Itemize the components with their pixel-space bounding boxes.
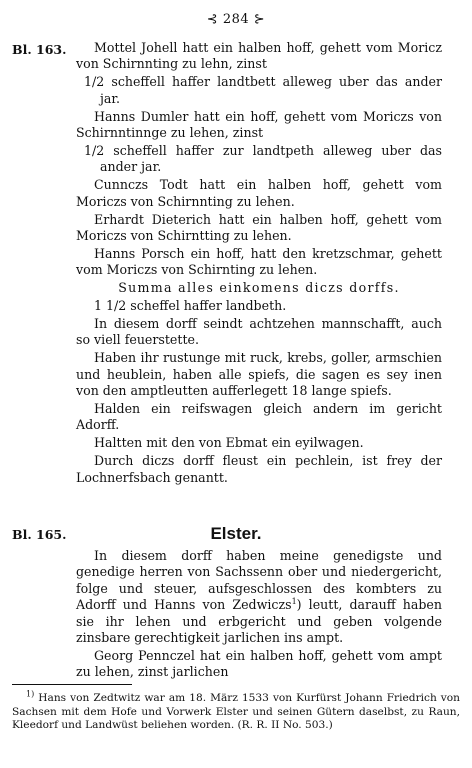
paragraph: Hanns Porsch ein hoff, hatt den kretzschmar, gehett vom Moriczs von Schirnting zu lehen. (76, 245, 442, 278)
paragraph: Haben ihr rustunge mit ruck, krebs, goller, armschien und heublein, haben alle spiefs, die sagen es sey inen von den amptleutten aufferlegett 18 lange spiefs. (76, 350, 442, 399)
page-number-line (0, 12, 472, 27)
paragraph: 1/2 scheffell haffer zur landtpeth alleweg uber das ander jar. (84, 142, 442, 175)
summary-line: Summa alles einkomens diczs dorffs. (118, 280, 400, 296)
footnote-text (12, 689, 460, 733)
ornament-right: ⊱ (253, 12, 266, 27)
footnote-divider (12, 684, 132, 685)
paragraph: Haltten mit den von Ebmat ein eyilwagen. (94, 435, 364, 451)
paragraph: Erhardt Dieterich hatt ein halben hoff, gehett vom Moriczs von Schirntting zu lehen. (76, 211, 442, 243)
margin-label-bl163: Bl. 163. (12, 42, 67, 57)
paragraph: Durch diczs dorff fleust ein pechlein, ist frey der Lochnerfsbach genantt. (76, 453, 442, 485)
section-bl163 (76, 40, 442, 488)
paragraph: Georg Pennczel hat ein halben hoff, gehett vom ampt zu lehen, zinst jarlichen (76, 647, 442, 680)
paragraph-text: ) leutt, darauff haben sie ihr lehen und erbgericht und geben volgende zinsbare gerechtigkeit jarlichen ins ampt. (76, 597, 442, 646)
footnote (12, 689, 460, 733)
paragraph: Hanns Dumler hatt ein hoff, gehett vom Moriczs von Schirnntinnge zu lehen, zinst (76, 108, 442, 141)
footnote-marker: 1) (26, 689, 35, 699)
paragraph: Cunnczs Todt hatt ein halben hoff, gehett vom Moriczs von Schirnnting zu lehen. (76, 177, 442, 209)
section-bl165 (76, 548, 442, 682)
paragraph: 1/2 scheffell haffer landtbett alleweg uber das ander jar. (84, 74, 442, 106)
footnote-body: Hans von Zedtwitz war am 18. März 1533 von Kurfürst Johann Friedrich von Sachsen mit dem Hofe und Vorwerk Elster und seinen Gütern daselbst, zu Raun, Kleedorf und Landwüst beliehen worden. (R. R. II No. 503.) (12, 692, 460, 731)
paragraph: Mottel Johell hatt ein halben hoff, gehett vom Moricz von Schirnnting zu lehn, zinst (76, 40, 442, 72)
summary-amount: 1 1/2 scheffel haffer landbeth. (94, 298, 287, 314)
paragraph: In diesem dorff seindt achtzehen mannschafft, auch so viell feuerstette. (76, 316, 442, 348)
paragraph-text: In diesem dorff haben meine genedigste und genedige herren von Sachssenn ober und niedergericht, folge und steuer, aufsgeschlossen des kombters zu Adorff und Hanns von Zedwiczs (76, 548, 442, 613)
margin-label-bl165: Bl. 165. (12, 527, 67, 542)
paragraph (76, 548, 442, 646)
section-heading: Elster. (210, 524, 262, 543)
ornament-left: ⊰ (206, 12, 219, 27)
paragraph: Halden ein reifswagen gleich andern im gericht Adorff. (76, 401, 442, 433)
footnote-reference: 1 (291, 597, 297, 607)
page-number: 284 (222, 12, 250, 27)
